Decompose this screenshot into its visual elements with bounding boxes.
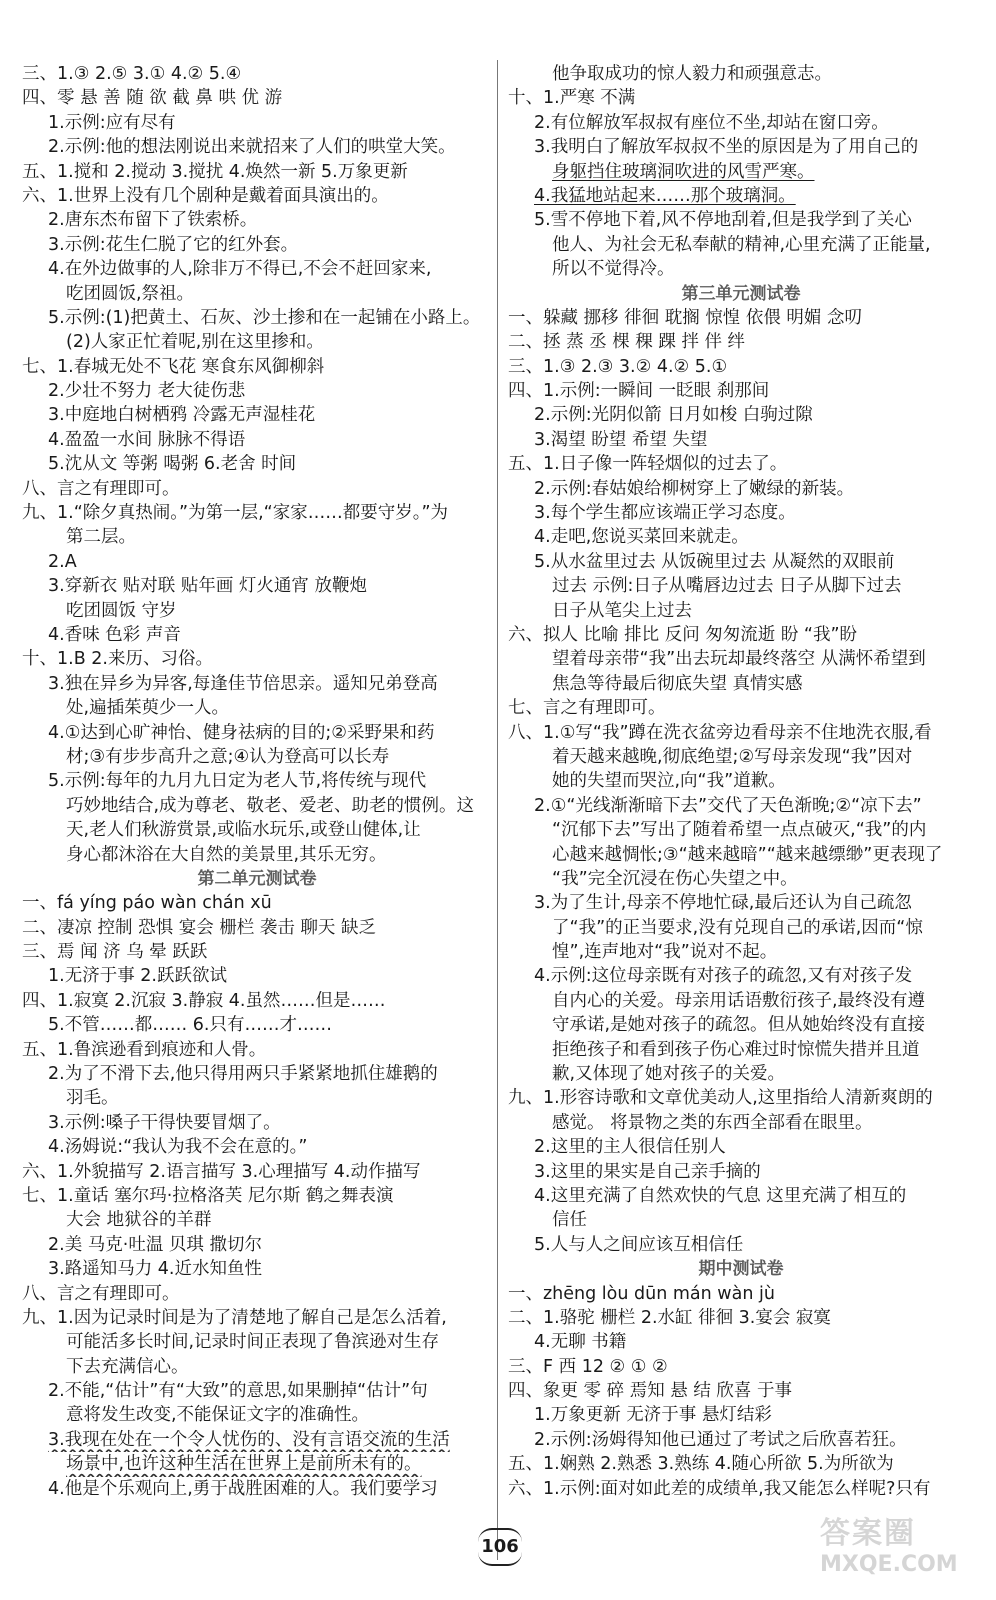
answer-line: 2.有位解放军叔叔有座位不坐,却站在窗口旁。: [534, 112, 889, 133]
answer-line: 2.少壮不努力 老大徒伤悲: [48, 381, 246, 402]
right-column: [508, 62, 974, 1501]
answer-line: 望着母亲带“我”出去玩却最终落空 从满怀希望到: [552, 649, 926, 670]
watermark-logo: 答案圈: [820, 1516, 916, 1551]
answer-line: 3.示例:花生仁脱了它的红外套。: [48, 234, 299, 255]
answer-line: 九、1.形容诗歌和文章优美动人,这里指给人清新爽朗的: [508, 1088, 933, 1109]
answer-line: 4.盈盈一水间 脉脉不得语: [48, 429, 246, 450]
answer-line: 4.这里充满了自然欢快的气息 这里充满了相互的: [534, 1185, 907, 1206]
answer-line: 二、凄凉 控制 恐惧 宴会 栅栏 袭击 聊天 缺乏: [22, 917, 376, 938]
answer-line: 感觉。 将景物之类的东西全部看在眼里。: [552, 1112, 873, 1133]
answer-line: 六、1.示例:面对如此差的成绩单,我又能怎么样呢?只有: [508, 1478, 931, 1499]
answer-line: 十、1.B 2.来历、习俗。: [22, 649, 213, 670]
answer-line: 五、1.搅和 2.搅动 3.搅扰 4.焕然一新 5.万象更新: [22, 161, 408, 182]
answer-line: “我”完全沉浸在伤心失望之中。: [552, 868, 798, 889]
answer-line: 2.为了不滑下去,他只得用两只手紧紧地抓住雄鹅的: [48, 1064, 438, 1085]
answer-line: 5.沈从文 等粥 喝粥 6.老舍 时间: [48, 454, 297, 475]
answer-line: 三、焉 闻 济 乌 晕 跃跃: [22, 942, 208, 963]
answer-line: [508, 160, 974, 184]
watermark: [820, 1508, 980, 1596]
answer-line: 她的失望而哭泣,向“我”道歉。: [552, 771, 786, 792]
answer-line: 五、1.日子像一阵轻烟似的过去了。: [508, 454, 788, 475]
answer-line: 5.人与人之间应该互相信任: [534, 1234, 744, 1255]
answer-line: 3.渴望 盼望 希望 失望: [534, 429, 708, 450]
answer-line: [22, 1452, 492, 1476]
answer-line: 着天越来越晚,彻底绝望;②写母亲发现“我”因对: [552, 746, 913, 767]
underlined-text: 场景中,也许这种生活在世界上是前所未有的。: [66, 1454, 422, 1475]
answer-line: 4.汤姆说:“我认为我不会在意的。”: [48, 1137, 308, 1158]
answer-line: 惶”,连声地对“我”说对不起。: [552, 942, 778, 963]
answer-line: 日子从笔尖上过去: [552, 600, 692, 621]
answer-line: 五、1.娴熟 2.熟悉 3.熟练 4.随心所欲 5.为所欲为: [508, 1454, 894, 1475]
answer-line: 六、1.世界上没有几个剧种是戴着面具演出的。: [22, 185, 389, 206]
answer-line: 吃团圆饭 守岁: [66, 600, 177, 621]
answer-line: 5.示例:(1)把黄土、石灰、沙土掺和在一起铺在小路上。: [48, 307, 481, 328]
answer-line: 2.示例:汤姆得知他已通过了考试之后欣喜若狂。: [534, 1429, 907, 1450]
answer-line: 三、1.③ 2.③ 3.② 4.② 5.①: [508, 356, 728, 377]
answer-line: 拒绝孩子和看到孩子伤心难过时惊慌失措并且道: [552, 1039, 920, 1060]
section-title: 期中测试卷: [698, 1259, 784, 1280]
answer-line: 七、1.童话 塞尔玛·拉格洛芙 尼尔斯 鹤之舞表演: [22, 1185, 394, 1206]
answer-line: 过去 示例:日子从嘴唇边过去 日子从脚下过去: [552, 576, 902, 597]
answer-line: 2.示例:春姑娘给柳树穿上了嫩绿的新装。: [534, 478, 855, 499]
answer-line: 4.示例:这位母亲既有对孩子的疏忽,又有对孩子发: [534, 966, 913, 987]
answer-line: 材;③有步步高升之意;④认为登高可以长寿: [66, 746, 390, 767]
answer-line: 焦急等待最后彻底失望 真情实感: [552, 673, 803, 694]
answer-line: 八、1.①写“我”蹲在洗衣盆旁边看母亲不住地洗衣服,看: [508, 722, 932, 743]
answer-line: 4.走吧,您说买菜回来就走。: [534, 527, 749, 548]
answer-line: 一、zhēng lòu dūn mán wàn jù: [508, 1283, 775, 1304]
answer-line: 三、F 西 12 ② ① ②: [508, 1356, 668, 1377]
answer-line: 2.美 马克·吐温 贝琪 撒切尔: [48, 1234, 262, 1255]
answer-line: 二、拯 蒸 丞 棵 稞 踝 拌 伴 绊: [508, 332, 746, 353]
column-divider: [497, 60, 498, 1560]
answer-line: 他争取成功的惊人毅力和顽强意志。: [552, 64, 832, 84]
answer-line: 七、言之有理即可。: [508, 698, 666, 719]
answer-line: 1.无济于事 2.跃跃欲试: [48, 966, 227, 987]
answer-line: 5.不管……都…… 6.只有……才……: [48, 1015, 332, 1036]
underlined-text: 4.我猛地站起来……那个玻璃洞。: [534, 185, 796, 206]
answer-line: 5.示例:每年的九月九日定为老人节,将传统与现代: [48, 771, 427, 792]
answer-line: 3.中庭地白树栖鸦 冷露无声湿桂花: [48, 405, 316, 426]
answer-line: 2.不能,“估计”有“大致”的意思,如果删掉“估计”句: [48, 1381, 428, 1402]
answer-line: 3.这里的果实是自己亲手摘的: [534, 1161, 761, 1182]
answer-line: 4.无聊 书籍: [534, 1332, 627, 1353]
answer-line: 九、1.因为记录时间是为了清楚地了解自己是怎么活着,: [22, 1307, 447, 1328]
answer-line: 2.这里的主人很信任别人: [534, 1137, 726, 1158]
answer-line: 3.独在异乡为异客,每逢佳节倍思亲。遥知兄弟登高: [48, 673, 438, 694]
answer-line: 守承诺,是她对孩子的疏忽。但从她始终没有直接: [552, 1015, 926, 1036]
answer-line: 3.我明白了解放军叔叔不坐的原因是为了用自己的: [534, 137, 919, 158]
left-column: [22, 62, 492, 1501]
answer-line: 2.示例:光阴似箭 日月如梭 白驹过隙: [534, 405, 813, 426]
answer-line: 第二层。: [66, 527, 136, 548]
answer-line: 六、1.外貌描写 2.语言描写 3.心理描写 4.动作描写: [22, 1161, 421, 1182]
answer-line: 四、1.示例:一瞬间 一眨眼 刹那间: [508, 381, 770, 402]
answer-line: 3.每个学生都应该端正学习态度。: [534, 503, 796, 524]
answer-line: 2.A: [48, 551, 77, 572]
answer-line: (2)人家正忙着呢,别在这里掺和。: [66, 332, 324, 353]
answer-line: 他人、为社会无私奉献的精神,心里充满了正能量,: [552, 234, 931, 255]
answer-line: 5.从水盆里过去 从饭碗里过去 从凝然的双眼前: [534, 551, 895, 572]
answer-line: 大会 地狱谷的羊群: [66, 1210, 212, 1231]
answer-line: 下去充满信心。: [66, 1356, 189, 1377]
answer-line: 处,遍插茱萸少一人。: [66, 698, 230, 719]
answer-line: 5.雪不停地下着,风不停地刮着,但是我学到了关心: [534, 210, 912, 231]
answer-line: 九、1.“除夕真热闹。”为第一层,“家家……都要守岁。”为: [22, 503, 449, 524]
answer-line: 4.在外边做事的人,除非万不得已,不会不赶回家来,: [48, 259, 432, 280]
answer-line: 可能活多长时间,记录时间正表现了鲁滨逊对生存: [66, 1332, 440, 1353]
answer-line: 了“我”的正当要求,没有兑现自己的承诺,因而“惊: [552, 917, 923, 938]
answer-line: 吃团圆饭,祭祖。: [66, 283, 195, 304]
answer-line: “沉郁下去”写出了随着希望一点点破灭,“我”的内: [552, 820, 927, 841]
answer-line: 3.为了生计,母亲不停地忙碌,最后还认为自己疏忽: [534, 893, 912, 914]
underlined-text: 3.我现在处在一个令人忧伤的、没有言语交流的生活: [48, 1429, 450, 1450]
section-title: 第二单元测试卷: [197, 868, 317, 889]
answer-line: 意将发生改变,不能保证文字的准确性。: [66, 1405, 370, 1426]
answer-line: 2.唐东杰布留下了铁索桥。: [48, 210, 258, 231]
answer-line: 身心都沐浴在大自然的美景里,其乐无穷。: [66, 844, 387, 865]
answer-line: 四、象更 零 碎 焉知 悬 结 欣喜 于事: [508, 1381, 792, 1402]
answer-line: [22, 1428, 492, 1452]
answer-line: 巧妙地结合,成为尊老、敬老、爱老、助老的惯例。这: [66, 795, 475, 816]
answer-line: 三、1.③ 2.⑤ 3.① 4.② 5.④: [22, 64, 242, 84]
answer-line: 1.示例:应有尽有: [48, 112, 176, 133]
watermark-url: MXQE.COM: [820, 1552, 958, 1577]
answer-line: 歉,又体现了她对孩子的关爱。: [552, 1064, 786, 1085]
answer-line: 七、1.春城无处不飞花 寒食东风御柳斜: [22, 356, 325, 377]
answer-line: 1.万象更新 无济于事 悬灯结彩: [534, 1405, 772, 1426]
answer-line: 五、1.鲁滨逊看到痕迹和人骨。: [22, 1039, 267, 1060]
answer-line: 4.①达到心旷神怡、健身祛病的目的;②采野果和药: [48, 722, 435, 743]
answer-line: 二、1.骆驼 栅栏 2.水缸 徘徊 3.宴会 寂寞: [508, 1307, 831, 1328]
answer-line: 自内心的关爱。母亲用话语敷衍孩子,最终没有遵: [552, 990, 926, 1011]
answer-line: 四、1.寂寞 2.沉寂 3.静寂 4.虽然……但是……: [22, 990, 386, 1011]
answer-line: 所以不觉得冷。: [552, 259, 675, 280]
section-title: 第三单元测试卷: [681, 283, 801, 304]
answer-line: 四、零 悬 善 随 欲 截 鼻 哄 优 游: [22, 88, 283, 109]
answer-line: [508, 184, 974, 208]
answer-line: 信任: [552, 1210, 587, 1231]
answer-line: 天,老人们秋游赏景,或临水玩乐,或登山健体,让: [66, 820, 421, 841]
answer-line: 八、言之有理即可。: [22, 1283, 180, 1304]
page-number: 106: [478, 1528, 522, 1566]
answer-line: 一、fá yíng páo wàn chán xū: [22, 893, 272, 914]
answer-line: 八、言之有理即可。: [22, 478, 180, 499]
answer-line: 4.香味 色彩 声音: [48, 624, 181, 645]
answer-line: 2.示例:他的想法刚说出来就招来了人们的哄堂大笑。: [48, 137, 456, 158]
answer-line: 羽毛。: [66, 1088, 119, 1109]
answer-line: 4.他是个乐观向上,勇于战胜困难的人。我们要学习: [48, 1478, 438, 1499]
answer-line: 六、拟人 比喻 排比 反问 匆匆流逝 盼 “我”盼: [508, 624, 858, 645]
answer-line: 3.穿新衣 贴对联 贴年画 灯火通宵 放鞭炮: [48, 576, 367, 597]
answer-line: 一、躲藏 挪移 徘徊 耽搁 惊惶 依偎 明媚 念叨: [508, 307, 862, 328]
answer-line: 2.①“光线渐渐暗下去”交代了天色渐晚;②“凉下去”: [534, 795, 922, 816]
answer-line: 心越来越惆怅;③“越来越暗”“越来越缥缈”更表现了: [552, 844, 943, 865]
answer-line: 3.示例:嗓子干得快要冒烟了。: [48, 1112, 281, 1133]
answer-line: 十、1.严寒 不满: [508, 88, 636, 109]
answer-line: 3.路遥知马力 4.近水知鱼性: [48, 1259, 262, 1280]
underlined-text: 身躯挡住玻璃洞吹进的风雪严寒。: [552, 161, 815, 182]
